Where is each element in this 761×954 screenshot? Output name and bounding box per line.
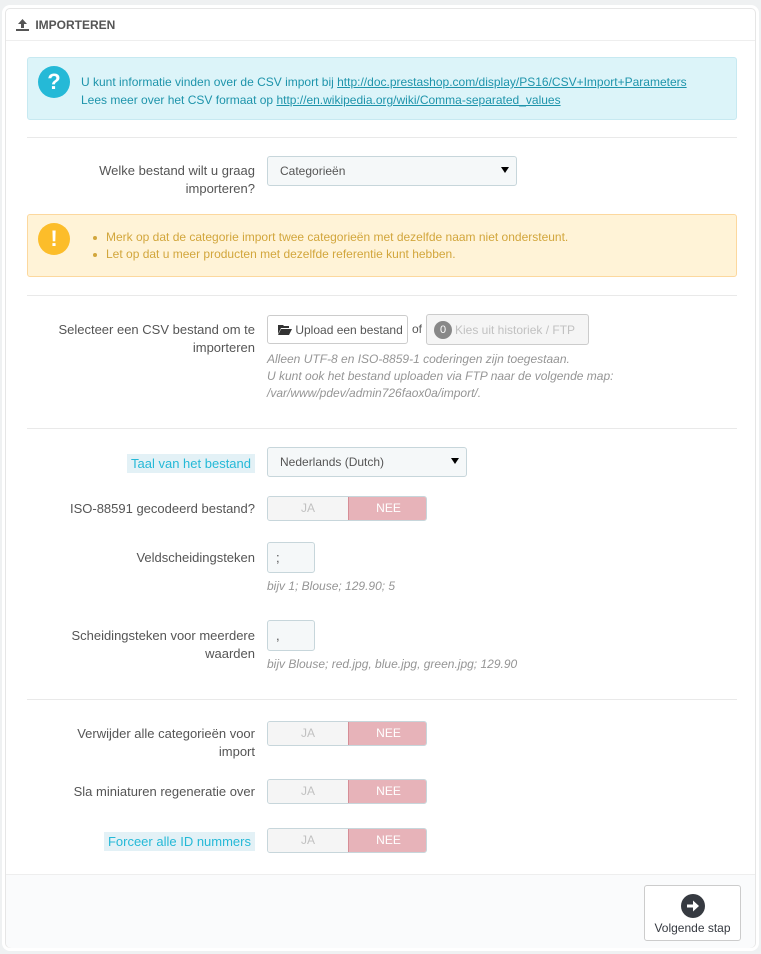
file-help: Alleen UTF-8 en ISO-8859-1 coderingen zijn toegestaan. U kunt ook het bestand uploaden via FTP naar de volgende map: /var/www/pdev/admin726faox0a/import/. — [267, 352, 614, 400]
divider — [27, 428, 737, 429]
force-ids-yes-option[interactable]: JA — [268, 829, 348, 852]
caret-down-icon — [451, 458, 459, 464]
warning-alert — [27, 214, 737, 277]
warning-item: Let op dat u meer producten met dezelfde referentie kunt hebben. — [106, 246, 568, 263]
info-line2-text: Lees meer over het CSV formaat op — [81, 93, 274, 107]
or-label: of — [412, 322, 423, 336]
force-ids-toggle[interactable] — [267, 828, 427, 853]
language-select[interactable] — [267, 447, 467, 477]
iso-label: ISO-88591 gecodeerd bestand? — [69, 501, 255, 516]
history-count-badge: 0 — [434, 321, 452, 339]
divider — [27, 699, 737, 700]
panel-footer — [6, 874, 755, 948]
truncate-label: Verwijder alle categorieën voor import — [77, 726, 255, 759]
separator-label: Veldscheidingsteken — [136, 550, 255, 565]
divider — [27, 137, 737, 138]
doc-link[interactable]: http://doc.prestashop.com/display/PS16/CSV+Import+Parameters — [337, 75, 687, 89]
multi-separator-input[interactable]: , — [267, 620, 315, 651]
caret-down-icon — [501, 167, 509, 173]
next-step-button[interactable] — [644, 885, 741, 941]
upload-file-button[interactable] — [267, 315, 408, 344]
upload-icon — [16, 19, 29, 31]
warning-item: Merk op dat de categorie import twee categorieën met dezelfde naam niet ondersteunt. — [106, 230, 569, 244]
separator-input[interactable]: ; — [267, 542, 315, 573]
divider — [27, 295, 737, 296]
multi-separator-help: bijv Blouse; red.jpg, blue.jpg, green.jpg; 129.90 — [267, 657, 518, 671]
language-select-value: Nederlands (Dutch) — [280, 455, 385, 469]
panel-title: IMPORTEREN — [35, 18, 116, 32]
history-ftp-button[interactable] — [426, 314, 589, 345]
circle-arrow-right-icon — [680, 893, 706, 919]
language-label[interactable]: Taal van het bestand — [127, 454, 255, 473]
history-label: Kies uit historiek / FTP — [455, 323, 576, 337]
folder-open-icon — [278, 324, 292, 335]
skip-thumbnails-label: Sla miniaturen regeneratie over — [73, 784, 255, 799]
force-ids-no-option[interactable]: NEE — [348, 829, 427, 852]
entity-select[interactable] — [267, 156, 517, 186]
next-step-label: Volgende stap — [654, 921, 731, 935]
iso-no-option[interactable]: NEE — [348, 497, 427, 520]
skip-thumbnails-no-option[interactable]: NEE — [348, 780, 427, 803]
panel-heading — [6, 9, 755, 41]
import-panel — [5, 8, 756, 948]
truncate-yes-option[interactable]: JA — [268, 722, 348, 745]
skip-thumbnails-toggle[interactable] — [267, 779, 427, 804]
force-ids-label[interactable]: Forceer alle ID nummers — [104, 832, 255, 851]
iso-yes-option[interactable]: JA — [268, 497, 348, 520]
file-label: Selecteer een CSV bestand om te importeren — [58, 322, 255, 355]
info-line1-text: U kunt informatie vinden over de CSV import bij — [81, 75, 334, 89]
upload-button-label: Upload een bestand — [295, 323, 403, 337]
question-icon: ? — [38, 66, 70, 98]
info-alert — [27, 57, 737, 120]
wikipedia-link[interactable]: http://en.wikipedia.org/wiki/Comma-separated_values — [276, 93, 561, 107]
entity-select-value: Categorieën — [280, 164, 346, 178]
separator-help: bijv 1; Blouse; 129.90; 5 — [267, 579, 396, 593]
entity-label: Welke bestand wilt u graag importeren? — [99, 163, 255, 196]
truncate-no-option[interactable]: NEE — [348, 722, 427, 745]
truncate-toggle[interactable] — [267, 721, 427, 746]
iso-toggle[interactable] — [267, 496, 427, 521]
multi-separator-label: Scheidingsteken voor meerdere waarden — [71, 628, 255, 661]
skip-thumbnails-yes-option[interactable]: JA — [268, 780, 348, 803]
exclamation-icon: ! — [38, 223, 70, 255]
